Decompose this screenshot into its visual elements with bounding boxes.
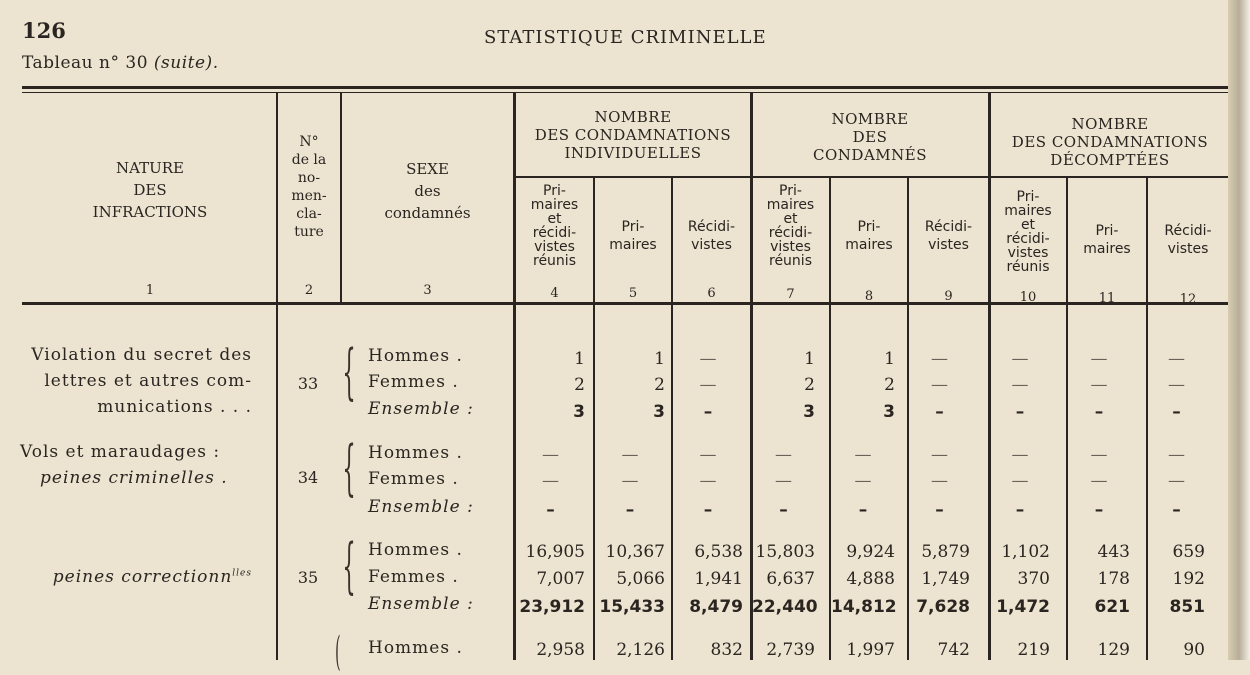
table-cell: 15,803 [755,542,815,562]
table-cell: 3 [803,402,815,422]
table-cell: — [1011,375,1029,395]
table-cell: 3 [653,402,665,422]
subheader-recidivistes: Récidi- vistes [924,219,973,253]
table-cell: — [1090,349,1108,369]
table-cell: 90 [1183,640,1205,660]
top-rule-thin [22,92,1228,93]
nature-text: peines correctionn$^{lles}$ [52,567,252,587]
sex-label: Femmes . [368,567,459,587]
vrule [276,93,278,660]
header-sexe: SEXE des condamnés [384,160,471,222]
brace: ( [335,629,341,675]
table-cell: 443 [1097,542,1130,562]
table-cell: 16,905 [525,542,585,562]
header-group-condamnes: NOMBRE DES CONDAMNÉS [813,110,927,164]
table-cell: 3 [883,402,895,422]
table-cell: — [542,445,559,465]
table-cell: — [1011,349,1029,369]
table-cell: – [703,402,713,422]
table-cell: 23,912 [519,597,585,617]
table-cell: 2,739 [766,640,815,660]
nomenclature-code: 35 [297,568,319,587]
subheader-primaires: Pri- maires [1083,223,1131,257]
nomenclature-code: 33 [297,374,319,393]
nature-text: peines criminelles . [40,468,228,488]
table-cell: 14,812 [831,597,897,617]
table-cell: 2 [654,375,665,395]
table-cell: 1 [804,349,815,369]
col-number: 2 [304,283,314,298]
page-title: STATISTIQUE CRIMINELLE [484,27,767,48]
subheader-combined: Pri- maires et récidi- vistes réunis [766,183,815,269]
table-cell: 10,367 [605,542,665,562]
table-cell: — [699,471,717,491]
table-cell: 1 [654,349,665,369]
table-cell: — [854,471,872,491]
table-cell: 178 [1097,569,1130,589]
table-cell: — [1168,471,1185,491]
table-cell: — [1011,471,1029,491]
sex-label: Hommes . [368,346,463,366]
col-number: 5 [628,286,638,301]
table-cell: — [699,375,717,395]
table-cell: – [546,500,555,520]
table-cell: – [625,500,635,520]
table-cell: – [1094,402,1104,422]
table-cell: 370 [1017,569,1050,589]
table-cell: 5,066 [616,569,665,589]
subheader-recidivistes: Récidi- vistes [687,219,736,253]
table-cell: 2,958 [536,640,585,660]
table-cell: 659 [1172,542,1205,562]
vrule [340,93,342,303]
subheader-recidivistes: Récidi- vistes [1164,223,1212,257]
table-cell: – [858,500,868,520]
table-cell: 2 [884,375,895,395]
sex-label: Ensemble : [368,497,474,517]
table-cell: 219 [1017,640,1050,660]
brace: { [342,337,356,407]
subheader-primaires: Pri- maires [609,219,657,253]
table-cell: 5,879 [921,542,970,562]
table-cell: — [621,471,639,491]
table-cell: 1 [884,349,895,369]
subheader-combined: Pri- maires et récidi- vistes réunis [1004,189,1052,275]
table-cell: – [935,402,944,422]
table-cell: 22,440 [752,597,818,617]
table-cell: — [931,375,948,395]
sex-label: Hommes . [368,638,463,658]
header-group-individuelles: NOMBRE DES CONDAMNATIONS INDIVIDUELLES [534,108,732,162]
sex-label: Femmes . [368,372,459,392]
table-cell: 3 [573,402,585,422]
brace: { [342,433,356,503]
table-cell: 1,997 [846,640,895,660]
table-cell: 621 [1094,597,1130,617]
brace: { [342,531,356,601]
table-cell: 742 [937,640,970,660]
nomenclature-code: 34 [297,468,319,487]
sex-label: Hommes . [368,443,463,463]
table-cell: 6,637 [766,569,815,589]
sex-label: Femmes . [368,469,459,489]
table-label: Tableau n° 30 (suite). [22,53,219,73]
col-number: 9 [944,289,953,304]
table-cell: — [931,445,948,465]
table-cell: 4,888 [846,569,895,589]
table-cell: 1 [574,349,585,369]
table-cell: 2,126 [616,640,665,660]
table-cell: – [1172,402,1181,422]
table-cell: — [931,471,948,491]
col-number: 1 [145,283,155,298]
table-cell: — [1090,375,1108,395]
nature-text: Violation du secret des [31,345,252,365]
table-cell: — [1168,349,1185,369]
table-cell: 15,433 [599,597,665,617]
col-number: 3 [423,283,432,298]
col-number: 12 [1179,292,1197,307]
col-number: 10 [1019,290,1037,305]
table-cell: — [854,445,872,465]
table-cell: – [779,500,788,520]
table-cell: 1,941 [694,569,743,589]
table-cell: 1,102 [1001,542,1050,562]
table-cell: — [621,445,639,465]
table-cell: — [931,349,948,369]
table-cell: 1,472 [996,597,1050,617]
nature-text: munications . . . [97,397,252,417]
table-cell: – [1015,500,1025,520]
page-number: 126 [22,18,66,43]
sex-label: Ensemble : [368,594,474,614]
table-cell: 129 [1097,640,1130,660]
table-cell: — [1090,445,1108,465]
table-cell: 7,628 [916,597,970,617]
col-number: 6 [707,286,716,301]
table-cell: 1,749 [921,569,970,589]
col-number: 8 [864,289,874,304]
table-cell: — [775,445,792,465]
col-number: 11 [1098,291,1116,306]
table-cell: — [1168,375,1185,395]
table-cell: – [1015,402,1025,422]
table-cell: – [935,500,944,520]
header-nature: NATURE DES INFRACTIONS [92,159,208,221]
sex-label: Hommes . [368,540,463,560]
table-cell: – [1094,500,1104,520]
table-cell: — [1011,445,1029,465]
table-cell: — [699,445,717,465]
col-number: 4 [550,286,559,301]
page-edge [1228,0,1250,660]
subheader-combined: Pri- maires et récidi- vistes réunis [530,183,579,269]
header-nomenclature: N° de la no- men- cla- ture [291,134,327,240]
table-cell: 6,538 [694,542,743,562]
group-divider [516,176,1228,178]
table-cell: 9,924 [846,542,895,562]
table-cell: – [1172,500,1181,520]
table-cell: 7,007 [536,569,585,589]
nature-text: Vols et maraudages : [20,442,221,462]
table-cell: 8,479 [689,597,743,617]
table-cell: — [1168,445,1185,465]
table-cell: 192 [1172,569,1205,589]
sex-label: Ensemble : [368,399,474,419]
table-cell: 2 [804,375,815,395]
table-cell: — [699,349,717,369]
header-group-decomptees: NOMBRE DES CONDAMNATIONS DÉCOMPTÉES [1011,115,1209,169]
table-cell: – [703,500,713,520]
table-cell: — [542,471,559,491]
table-cell: 832 [710,640,743,660]
subheader-primaires: Pri- maires [845,219,893,253]
table-cell: 851 [1169,597,1205,617]
nature-text: lettres et autres com- [44,371,252,391]
col-number: 7 [786,287,795,302]
table-cell: 2 [574,375,585,395]
top-rule-thick [22,86,1228,89]
table-cell: — [775,471,792,491]
table-cell: — [1090,471,1108,491]
